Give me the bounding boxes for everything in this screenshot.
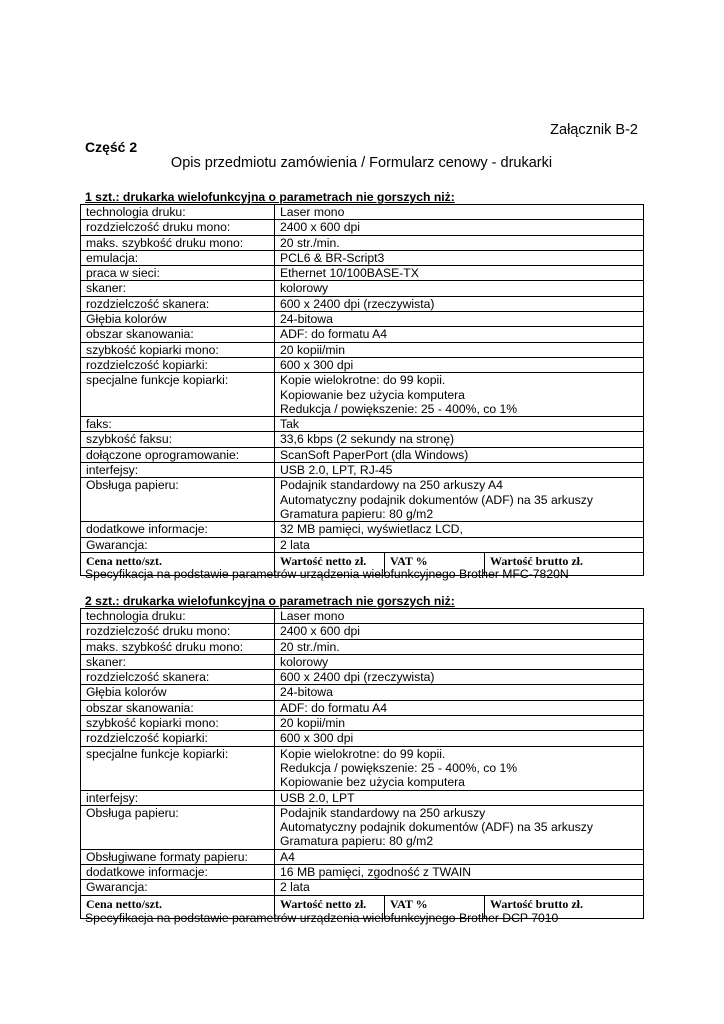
spec-value bbox=[275, 281, 644, 296]
spec-value-line: Gramatura papieru: 80 g/m2 bbox=[280, 506, 434, 521]
spec-row bbox=[81, 639, 644, 654]
spec-value bbox=[275, 205, 644, 220]
spec-label: rozdzielczość druku mono: bbox=[81, 624, 275, 639]
spec-row bbox=[81, 522, 644, 537]
spec-value-line: Laser mono bbox=[280, 609, 345, 623]
spec-value-line: 600 x 300 dpi bbox=[280, 731, 354, 746]
spec-value bbox=[275, 478, 644, 522]
spec-row bbox=[81, 849, 644, 864]
spec-value bbox=[275, 463, 644, 478]
spec-row bbox=[81, 670, 644, 685]
spec-value-line: 16 MB pamięci, zgodność z TWAIN bbox=[280, 865, 472, 880]
spec-value bbox=[275, 805, 644, 849]
spec-row bbox=[81, 865, 644, 880]
spec-value-line: A4 bbox=[280, 849, 295, 864]
spec-row bbox=[81, 357, 644, 372]
spec-value-line: 24-bitowa bbox=[280, 685, 333, 700]
spec-value bbox=[275, 790, 644, 805]
spec-value bbox=[275, 685, 644, 700]
spec-value bbox=[275, 357, 644, 372]
spec-value-line: Kopiowanie bez użycia komputera bbox=[280, 387, 465, 402]
spec-label: rozdzielczość kopiarki: bbox=[81, 357, 275, 372]
spec-row bbox=[81, 700, 644, 715]
spec-value-line: USB 2.0, LPT bbox=[280, 790, 355, 805]
spec-label: Gwarancja: bbox=[81, 880, 275, 895]
spec-label: Głębia kolorów bbox=[81, 685, 275, 700]
spec-value-line: 600 x 2400 dpi (rzeczywista) bbox=[280, 296, 435, 311]
spec-label: maks. szybkość druku mono: bbox=[81, 235, 275, 250]
spec-value bbox=[275, 250, 644, 265]
spec-row bbox=[81, 342, 644, 357]
section2-heading: 2 szt.: drukarka wielofunkcyjna o parametrach nie gorszych niż: bbox=[85, 594, 455, 608]
spec-value bbox=[275, 654, 644, 669]
spec-value-line: Kopiowanie bez użycia komputera bbox=[280, 775, 465, 790]
spec-value-line: USB 2.0, LPT, RJ-45 bbox=[280, 463, 393, 478]
spec-value-line: kolorowy bbox=[280, 654, 329, 669]
spec-row bbox=[81, 609, 644, 624]
spec-label: rozdzielczość kopiarki: bbox=[81, 731, 275, 746]
spec-value-line: 600 x 2400 dpi (rzeczywista) bbox=[280, 670, 435, 685]
spec-label: dołączone oprogramowanie: bbox=[81, 447, 275, 462]
spec-value bbox=[275, 716, 644, 731]
spec-label: obszar skanowania: bbox=[81, 327, 275, 342]
spec-row bbox=[81, 537, 644, 552]
spec-value-line: ScanSoft PaperPort (dla Windows) bbox=[280, 447, 469, 462]
spec-label: interfejsy: bbox=[81, 790, 275, 805]
spec-value bbox=[275, 235, 644, 250]
spec-value bbox=[275, 447, 644, 462]
section1-heading: 1 szt.: drukarka wielofunkcyjna o parametrach nie gorszych niż: bbox=[85, 190, 455, 204]
spec-value-line: Automatyczny podajnik dokumentów (ADF) na 35 arkuszy bbox=[280, 820, 593, 835]
spec-value bbox=[275, 342, 644, 357]
spec-value bbox=[275, 432, 644, 447]
spec-label: szybkość kopiarki mono: bbox=[81, 716, 275, 731]
spec-row bbox=[81, 716, 644, 731]
spec-label: szybkość faksu: bbox=[81, 432, 275, 447]
spec-value bbox=[275, 700, 644, 715]
spec-value bbox=[275, 731, 644, 746]
spec-label: interfejsy: bbox=[81, 463, 275, 478]
spec-label: rozdzielczość druku mono: bbox=[81, 220, 275, 235]
spec-row bbox=[81, 624, 644, 639]
spec-value bbox=[275, 220, 644, 235]
spec-label: Głębia kolorów bbox=[81, 312, 275, 327]
spec-value-line: 2400 x 600 dpi bbox=[280, 220, 360, 235]
spec-value-line: PCL6 & BR-Script3 bbox=[280, 250, 385, 265]
spec-row bbox=[81, 266, 644, 281]
spec-label: dodatkowe informacje: bbox=[81, 865, 275, 880]
spec-label: rozdzielczość skanera: bbox=[81, 670, 275, 685]
spec-label: Obsługiwane formaty papieru: bbox=[81, 849, 275, 864]
spec-row bbox=[81, 373, 644, 417]
spec-value-line: Podajnik standardowy na 250 arkuszy A4 bbox=[280, 478, 503, 493]
spec-label: szybkość kopiarki mono: bbox=[81, 342, 275, 357]
section1-spec-rows bbox=[81, 205, 644, 553]
spec-value-line: ADF: do formatu A4 bbox=[280, 700, 388, 715]
net-value-cell[interactable]: Wartość netto zł. bbox=[275, 895, 385, 918]
spec-row bbox=[81, 220, 644, 235]
spec-value-line: 600 x 300 dpi bbox=[280, 357, 354, 372]
spec-row bbox=[81, 880, 644, 895]
spec-value-line: Automatyczny podajnik dokumentów (ADF) na 35 arkuszy bbox=[280, 492, 593, 507]
part-title: Część 2 bbox=[85, 139, 138, 155]
spec-value-line: Kopie wielokrotne: do 99 kopii. bbox=[280, 373, 446, 388]
spec-value-line: Kopie wielokrotne: do 99 kopii. bbox=[280, 746, 446, 761]
spec-row bbox=[81, 805, 644, 849]
spec-value-line: ADF: do formatu A4 bbox=[280, 327, 388, 342]
spec-row bbox=[81, 250, 644, 265]
vat-cell[interactable]: VAT % bbox=[385, 895, 485, 918]
section2-spec-table bbox=[80, 608, 644, 919]
vat-cell[interactable]: VAT % bbox=[385, 552, 485, 575]
net-unit-price-cell[interactable]: Cena netto/szt. bbox=[81, 895, 275, 918]
spec-value-line: 24-bitowa bbox=[280, 312, 333, 327]
spec-value bbox=[275, 865, 644, 880]
section2-spec-rows bbox=[81, 609, 644, 896]
spec-label: technologia druku: bbox=[81, 205, 275, 220]
spec-label: obszar skanowania: bbox=[81, 700, 275, 715]
spec-value bbox=[275, 609, 644, 624]
spec-label: Gwarancja: bbox=[81, 537, 275, 552]
spec-label: skaner: bbox=[81, 281, 275, 296]
spec-value bbox=[275, 522, 644, 537]
spec-value bbox=[275, 537, 644, 552]
spec-label: praca w sieci: bbox=[81, 266, 275, 281]
spec-value-line: 32 MB pamięci, wyświetlacz LCD, bbox=[280, 522, 463, 537]
section2-footnote: Specyfikacja na podstawie parametrów urządzenia wielofunkcyjnego Brother DCP 7010 bbox=[85, 911, 559, 925]
spec-label: rozdzielczość skanera: bbox=[81, 296, 275, 311]
spec-value bbox=[275, 849, 644, 864]
spec-row bbox=[81, 685, 644, 700]
spec-row bbox=[81, 205, 644, 220]
spec-value-line: Podajnik standardowy na 250 arkuszy bbox=[280, 805, 486, 820]
spec-label: emulacja: bbox=[81, 250, 275, 265]
spec-label: specjalne funkcje kopiarki: bbox=[81, 746, 275, 790]
spec-row bbox=[81, 478, 644, 522]
spec-row bbox=[81, 281, 644, 296]
spec-label: Obsługa papieru: bbox=[81, 805, 275, 849]
spec-row bbox=[81, 296, 644, 311]
spec-value bbox=[275, 624, 644, 639]
spec-value bbox=[275, 670, 644, 685]
spec-value-line: 20 kopii/min bbox=[280, 716, 346, 731]
spec-value-line: Laser mono bbox=[280, 205, 345, 219]
spec-label: specjalne funkcje kopiarki: bbox=[81, 373, 275, 417]
spec-value-line: 2400 x 600 dpi bbox=[280, 624, 360, 639]
spec-value bbox=[275, 880, 644, 895]
spec-value bbox=[275, 266, 644, 281]
spec-value bbox=[275, 639, 644, 654]
spec-value bbox=[275, 373, 644, 417]
spec-value-line: Redukcja / powiększenie: 25 - 400%, co 1% bbox=[280, 760, 518, 775]
section1-spec-table bbox=[80, 204, 644, 576]
spec-label: Obsługa papieru: bbox=[81, 478, 275, 522]
annex-label: Załącznik B-2 bbox=[550, 122, 638, 138]
gross-value-cell[interactable]: Wartość brutto zł. bbox=[485, 552, 644, 575]
spec-row bbox=[81, 463, 644, 478]
spec-label: dodatkowe informacje: bbox=[81, 522, 275, 537]
spec-row bbox=[81, 790, 644, 805]
spec-value-line: Tak bbox=[280, 417, 299, 432]
spec-label: maks. szybkość druku mono: bbox=[81, 639, 275, 654]
spec-label: faks: bbox=[81, 417, 275, 432]
spec-label: skaner: bbox=[81, 654, 275, 669]
gross-value-cell[interactable]: Wartość brutto zł. bbox=[485, 895, 644, 918]
net-value-cell[interactable]: Wartość netto zł. bbox=[275, 552, 385, 575]
spec-row bbox=[81, 417, 644, 432]
spec-value-line: Gramatura papieru: 80 g/m2 bbox=[280, 834, 434, 849]
spec-value-line: Ethernet 10/100BASE-TX bbox=[280, 266, 419, 281]
spec-value-line: Redukcja / powiększenie: 25 - 400%, co 1% bbox=[280, 401, 518, 416]
document-subtitle: Opis przedmiotu zamówienia / Formularz cenowy - drukarki bbox=[170, 155, 553, 171]
spec-value-line: 2 lata bbox=[280, 537, 310, 552]
spec-value bbox=[275, 417, 644, 432]
spec-row bbox=[81, 746, 644, 790]
spec-value-line: 20 str./min. bbox=[280, 235, 340, 250]
spec-row bbox=[81, 327, 644, 342]
spec-row bbox=[81, 432, 644, 447]
spec-row bbox=[81, 312, 644, 327]
section1-footnote: Specyfikacja na podstawie parametrów urządzenia wielofunkcyjnego Brother MFC-7820N bbox=[85, 567, 569, 581]
spec-value-line: 33,6 kbps (2 sekundy na stronę) bbox=[280, 432, 455, 447]
spec-label: technologia druku: bbox=[81, 609, 275, 624]
spec-value-line: 20 str./min. bbox=[280, 639, 340, 654]
spec-row bbox=[81, 731, 644, 746]
spec-value bbox=[275, 312, 644, 327]
spec-value bbox=[275, 327, 644, 342]
spec-value bbox=[275, 296, 644, 311]
spec-row bbox=[81, 654, 644, 669]
spec-value-line: kolorowy bbox=[280, 281, 329, 296]
net-unit-price-cell[interactable]: Cena netto/szt. bbox=[81, 552, 275, 575]
spec-value-line: 2 lata bbox=[280, 880, 310, 895]
spec-value-line: 20 kopii/min bbox=[280, 342, 346, 357]
spec-value bbox=[275, 746, 644, 790]
spec-row bbox=[81, 447, 644, 462]
spec-row bbox=[81, 235, 644, 250]
